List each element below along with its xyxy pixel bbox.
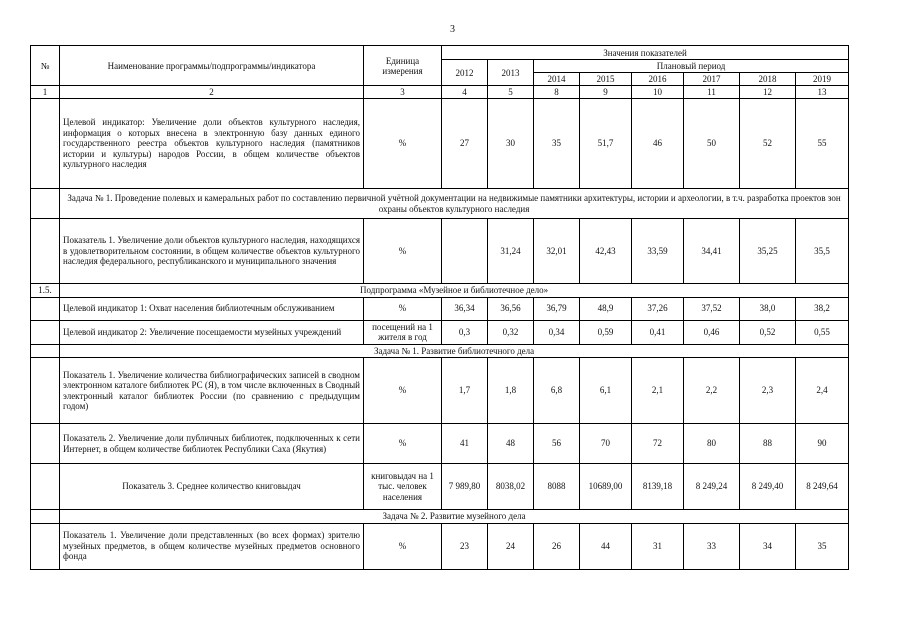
value-cell: 2,4 [796, 358, 849, 424]
indicator-row [31, 320, 849, 344]
value-cell: 38,2 [796, 297, 849, 320]
value-cell: 37,52 [684, 297, 740, 320]
indicator-name: Целевой индикатор: Увеличение доли объектов культурного наследия, информация о которых внесена в электронную базу данных единого государственного реестра объектов культурного наследия (памятников истории и культуры) народов России, в общем количестве объектов культурного наследия [60, 99, 364, 189]
indicator-name: Целевой индикатор 1: Охват населения библиотечным обслуживанием [60, 297, 364, 320]
value-cell: 35,25 [740, 219, 796, 284]
value-cell: 42,43 [580, 219, 632, 284]
value-cell: 34,41 [684, 219, 740, 284]
index-cell: 12 [740, 86, 796, 99]
indicator-row [31, 358, 849, 424]
value-cell: 23 [442, 523, 488, 569]
section-row [31, 284, 849, 298]
section-row [31, 510, 849, 524]
value-cell: 0,34 [534, 320, 580, 344]
indicator-row [31, 99, 849, 189]
section-row [31, 189, 849, 219]
index-cell: 3 [364, 86, 442, 99]
value-cell: 55 [796, 99, 849, 189]
value-cell: 10689,00 [580, 464, 632, 510]
value-cell: 8088 [534, 464, 580, 510]
header-year: 2019 [796, 73, 849, 86]
unit-cell: % [364, 219, 442, 284]
row-number [31, 424, 60, 464]
indicator-name: Показатель 3. Среднее количество книговыдач [60, 464, 364, 510]
section-title: Задача № 1. Проведение полевых и камеральных работ по составлению первичной учётной документации на недвижимые памятники архитектуры, истории и археологии, в т.ч. разработка проектов зон охраны объектов культурного наследия [60, 189, 849, 219]
value-cell: 30 [488, 99, 534, 189]
value-cell: 24 [488, 523, 534, 569]
value-cell: 6,1 [580, 358, 632, 424]
value-cell: 1,7 [442, 358, 488, 424]
index-cell: 1 [31, 86, 60, 99]
value-cell: 50 [684, 99, 740, 189]
value-cell [442, 219, 488, 284]
row-number [31, 344, 60, 358]
value-cell: 70 [580, 424, 632, 464]
value-cell: 0,32 [488, 320, 534, 344]
indicator-name: Показатель 1. Увеличение количества библиографических записей в сводном электронном каталоге библиотек РС (Я), в том числе включенных в Сводный электронный каталог библиотек России (по сравнению с предыдущим годом) [60, 358, 364, 424]
indicators-table [30, 45, 849, 570]
index-cell: 9 [580, 86, 632, 99]
value-cell: 0,59 [580, 320, 632, 344]
value-cell: 8038,02 [488, 464, 534, 510]
section-title: Задача № 2. Развитие музейного дела [60, 510, 849, 524]
row-number [31, 297, 60, 320]
index-cell: 8 [534, 86, 580, 99]
value-cell: 72 [632, 424, 684, 464]
value-cell: 56 [534, 424, 580, 464]
header-year: 2017 [684, 73, 740, 86]
value-cell: 88 [740, 424, 796, 464]
index-cell: 10 [632, 86, 684, 99]
page-number: 3 [450, 24, 455, 35]
indicator-row [31, 424, 849, 464]
value-cell: 80 [684, 424, 740, 464]
row-number: 1.5. [31, 284, 60, 298]
value-cell: 0,46 [684, 320, 740, 344]
section-row [31, 344, 849, 358]
row-number [31, 510, 60, 524]
value-cell: 2,2 [684, 358, 740, 424]
row-number [31, 189, 60, 219]
value-cell: 51,7 [580, 99, 632, 189]
section-title: Задача № 1. Развитие библиотечного дела [60, 344, 849, 358]
value-cell: 36,34 [442, 297, 488, 320]
index-cell: 11 [684, 86, 740, 99]
value-cell: 33 [684, 523, 740, 569]
row-number [31, 99, 60, 189]
index-cell: 13 [796, 86, 849, 99]
value-cell: 33,59 [632, 219, 684, 284]
value-cell: 7 989,80 [442, 464, 488, 510]
row-number [31, 358, 60, 424]
value-cell: 2,1 [632, 358, 684, 424]
value-cell: 8139,18 [632, 464, 684, 510]
unit-cell: % [364, 424, 442, 464]
unit-cell: % [364, 358, 442, 424]
indicator-row [31, 297, 849, 320]
section-title: Подпрограмма «Музейное и библиотечное дело» [60, 284, 849, 298]
header-year: 2012 [442, 60, 488, 86]
value-cell: 90 [796, 424, 849, 464]
value-cell: 31 [632, 523, 684, 569]
value-cell: 48 [488, 424, 534, 464]
value-cell: 34 [740, 523, 796, 569]
value-cell: 26 [534, 523, 580, 569]
value-cell: 41 [442, 424, 488, 464]
value-cell: 8 249,24 [684, 464, 740, 510]
header-no: № [31, 46, 60, 86]
header-values: Значения показателей [442, 46, 849, 60]
row-number [31, 523, 60, 569]
value-cell: 37,26 [632, 297, 684, 320]
value-cell: 0,55 [796, 320, 849, 344]
index-row [31, 86, 849, 99]
value-cell: 0,41 [632, 320, 684, 344]
unit-cell: посещений на 1 жителя в год [364, 320, 442, 344]
unit-cell: % [364, 297, 442, 320]
row-number [31, 464, 60, 510]
header-year: 2014 [534, 73, 580, 86]
value-cell: 36,79 [534, 297, 580, 320]
header-year: 2016 [632, 73, 684, 86]
value-cell: 35 [534, 99, 580, 189]
value-cell: 38,0 [740, 297, 796, 320]
header-year: 2013 [488, 60, 534, 86]
header-year: 2015 [580, 73, 632, 86]
value-cell: 27 [442, 99, 488, 189]
row-number [31, 320, 60, 344]
unit-cell: % [364, 99, 442, 189]
value-cell: 35,5 [796, 219, 849, 284]
index-cell: 4 [442, 86, 488, 99]
value-cell: 32,01 [534, 219, 580, 284]
value-cell: 52 [740, 99, 796, 189]
unit-cell: книговыдач на 1 тыс. человек населения [364, 464, 442, 510]
value-cell: 2,3 [740, 358, 796, 424]
value-cell: 44 [580, 523, 632, 569]
header-name: Наименование программы/подпрограммы/индикатора [60, 46, 364, 86]
value-cell: 8 249,40 [740, 464, 796, 510]
value-cell: 6,8 [534, 358, 580, 424]
value-cell: 1,8 [488, 358, 534, 424]
index-cell: 5 [488, 86, 534, 99]
header-planned: Плановый период [534, 60, 849, 73]
unit-cell: % [364, 523, 442, 569]
indicator-name: Целевой индикатор 2: Увеличение посещаемости музейных учреждений [60, 320, 364, 344]
indicator-name: Показатель 2. Увеличение доли публичных библиотек, подключенных к сети Интернет, в общем количестве библиотек Республики Саха (Якутия) [60, 424, 364, 464]
indicator-name: Показатель 1. Увеличение доли объектов культурного наследия, находящихся в удовлетворительном состоянии, в общем количестве объектов культурного наследия федерального, республиканского и муниципального значения [60, 219, 364, 284]
row-number [31, 219, 60, 284]
value-cell: 8 249,64 [796, 464, 849, 510]
value-cell: 48,9 [580, 297, 632, 320]
value-cell: 31,24 [488, 219, 534, 284]
value-cell: 0,52 [740, 320, 796, 344]
value-cell: 35 [796, 523, 849, 569]
value-cell: 46 [632, 99, 684, 189]
index-cell: 2 [60, 86, 364, 99]
header-unit: Единица измерения [364, 46, 442, 86]
indicator-row [31, 219, 849, 284]
indicator-name: Показатель 1. Увеличение доли представленных (во всех формах) зрителю музейных предметов, в общем количестве музейных предметов основного фонда [60, 523, 364, 569]
value-cell: 0,3 [442, 320, 488, 344]
header-year: 2018 [740, 73, 796, 86]
indicator-row [31, 523, 849, 569]
indicator-row [31, 464, 849, 510]
value-cell: 36,56 [488, 297, 534, 320]
